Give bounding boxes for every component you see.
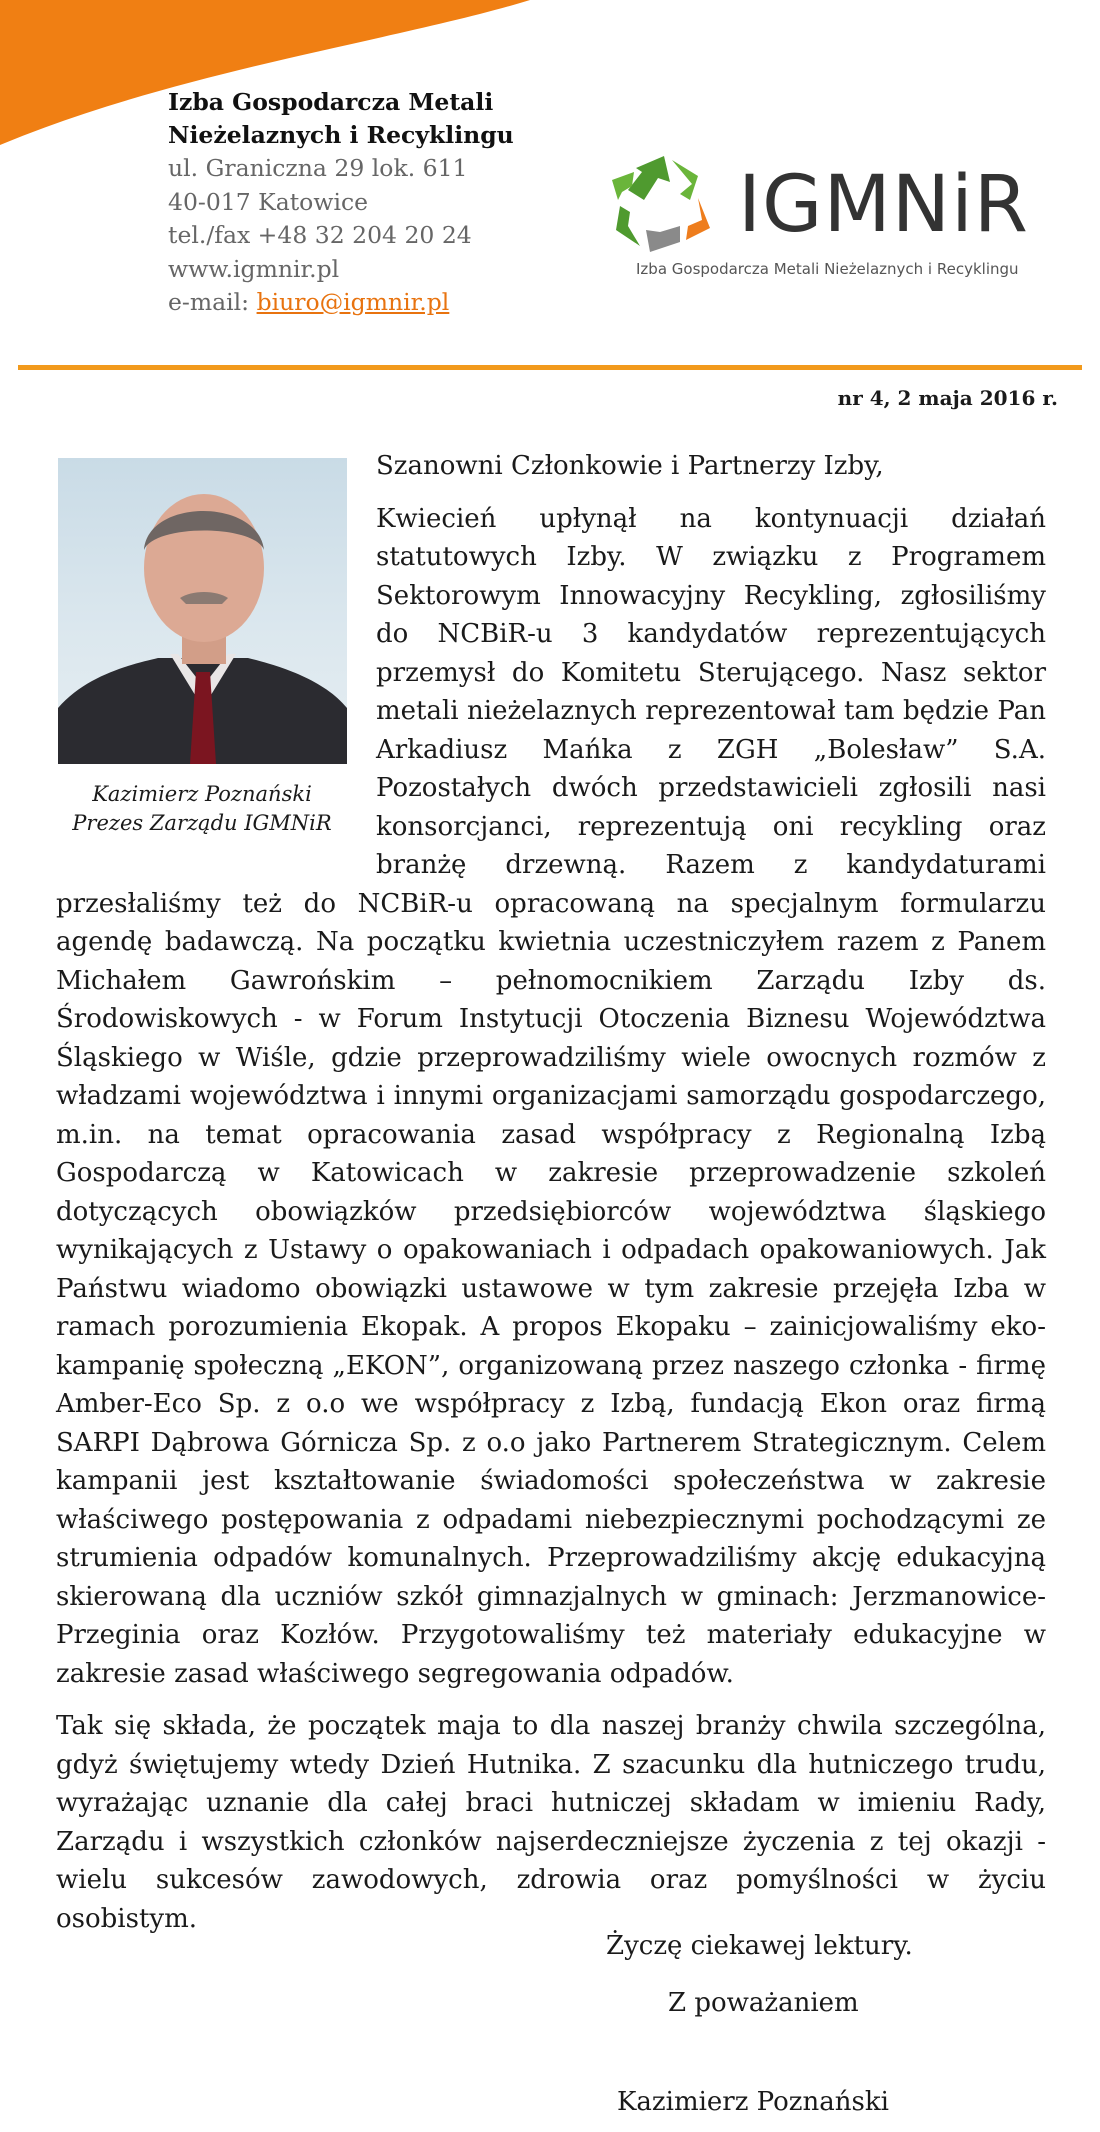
email-label: e-mail: (168, 288, 257, 316)
phone-fax: tel./fax +48 32 204 20 24 (168, 221, 472, 249)
email-line (168, 286, 588, 320)
org-name-line2: Nieżelaznych i Recyklingu (168, 121, 514, 149)
email-link[interactable]: biuro@igmnir.pl (256, 288, 450, 316)
logo-wordmark: IGMNiR (738, 160, 1029, 250)
letter-salutation: Szanowni Członkowie i Partnerzy Izby, (376, 451, 884, 481)
letter-paragraph-1: Kwiecień upłynął na kontynuacji działań statutowych Izby. W związku z Programem Sektorowym Innowacyjny Recykling, zgłosiliśmy do NCBiR-u 3 kandydatów reprezentujących przemysł do Komitetu Sterującego. Nasz sektor metali nieżelaznych reprezentował tam będzie Pan Arkadiusz Mańka z ZGH „Bolesław” S.A. Pozostałych dwóch przedstawicieli zgłosili nasi konsorcjanci, reprezentują oni recykling oraz branżę drzewną. Razem z kandydaturami przesłaliśmy też do NCBiR-u opracowaną na specjalnym formularzu agendę badawczą. Na początku kwietnia uczestniczyłem razem z Panem Michałem Gawrońskim – pełnomocnikiem Zarządu Izby ds. Środowiskowych - w Forum Instytucji Otoczenia Biznesu Województwa Śląskiego w Wiśle, gdzie przeprowadziliśmy wiele owocnych rozmów z władzami województwa i innymi organizacjami samorządu gospodarczego, m.in. na temat opracowania zasad współpracy z Regionalną Izbą Gospodarczą w Katowicach w zakresie przeprowadzenie szkoleń dotyczących obowiązków przedsiębiorców województwa śląskiego wynikających z Ustawy o opakowaniach i odpadach opakowaniowych. Jak Państwu wiadomo obowiązki ustawowe w tym zakresie przejęła Izba w ramach porozumienia Ekopak. A propos Ekopaku – zainicjowaliśmy eko-kampanię społeczną „EKON”, organizowaną przez naszego członka - firmę Amber-Eco Sp. z o.o we współpracy z Izbą, fundacją Ekon oraz firmą SARPI Dąbrowa Górnicza Sp. z o.o jako Partnerem Strategicznym. Celem kampanii jest kształtowanie świadomości społeczeństwa w zakresie właściwego postępowania z odpadami niebezpiecznymi pochodzącymi ze strumienia odpadów komunalnych. Przeprowadziliśmy akcję edukacyjną skierowaną dla uczniów szkół gimnazjalnych w gminach: Jerzmanowice-Przeginia oraz Kozłów. Przygotowaliśmy też materiały edukacyjne w zakresie zasad właściwego segregowania odpadów. (56, 503, 1046, 1689)
letter-paragraph-2: Tak się składa, że początek maja to dla naszej branży chwila szczególna, gdyż świętujemy wtedy Dzień Hutnika. Z szacunku dla hutniczego trudu, wyrażając uznanie dla całej braci hutniczej składam w imieniu Rady, Zarządu i wszystkich członków najserdeczniejsze życzenia z tej okazji - wielu sukcesów zawodowych, zdrowia oraz pomyślności w życiu osobistym. (56, 1711, 1046, 1934)
address-street: ul. Graniczna 29 lok. 611 (168, 154, 468, 182)
caption-name: Kazimierz Poznański (92, 782, 312, 806)
header-divider (18, 365, 1082, 370)
caption-role: Prezes Zarządu IGMNiR (72, 811, 332, 835)
issue-number-date: nr 4, 2 maja 2016 r. (837, 386, 1058, 410)
org-name-line1: Izba Gospodarcza Metali (168, 88, 494, 116)
logo-tagline: Izba Gospodarcza Metali Nieżelaznych i Recyklingu (636, 260, 1019, 278)
closing-regards: Z poważaniem (668, 1988, 859, 2018)
organization-contact-block (168, 86, 588, 320)
address-city: 40-017 Katowice (168, 187, 369, 216)
photo-float-spacer (56, 447, 376, 852)
igmnir-logo (606, 150, 1086, 290)
letter-body (56, 447, 1046, 1952)
closing-wish: Życzę ciekawej lektury. (606, 1931, 913, 1961)
recycling-arrows-icon (606, 150, 714, 260)
website-text: www.igmnir.pl (168, 254, 340, 283)
signature-name: Kazimierz Poznański (617, 2087, 889, 2117)
